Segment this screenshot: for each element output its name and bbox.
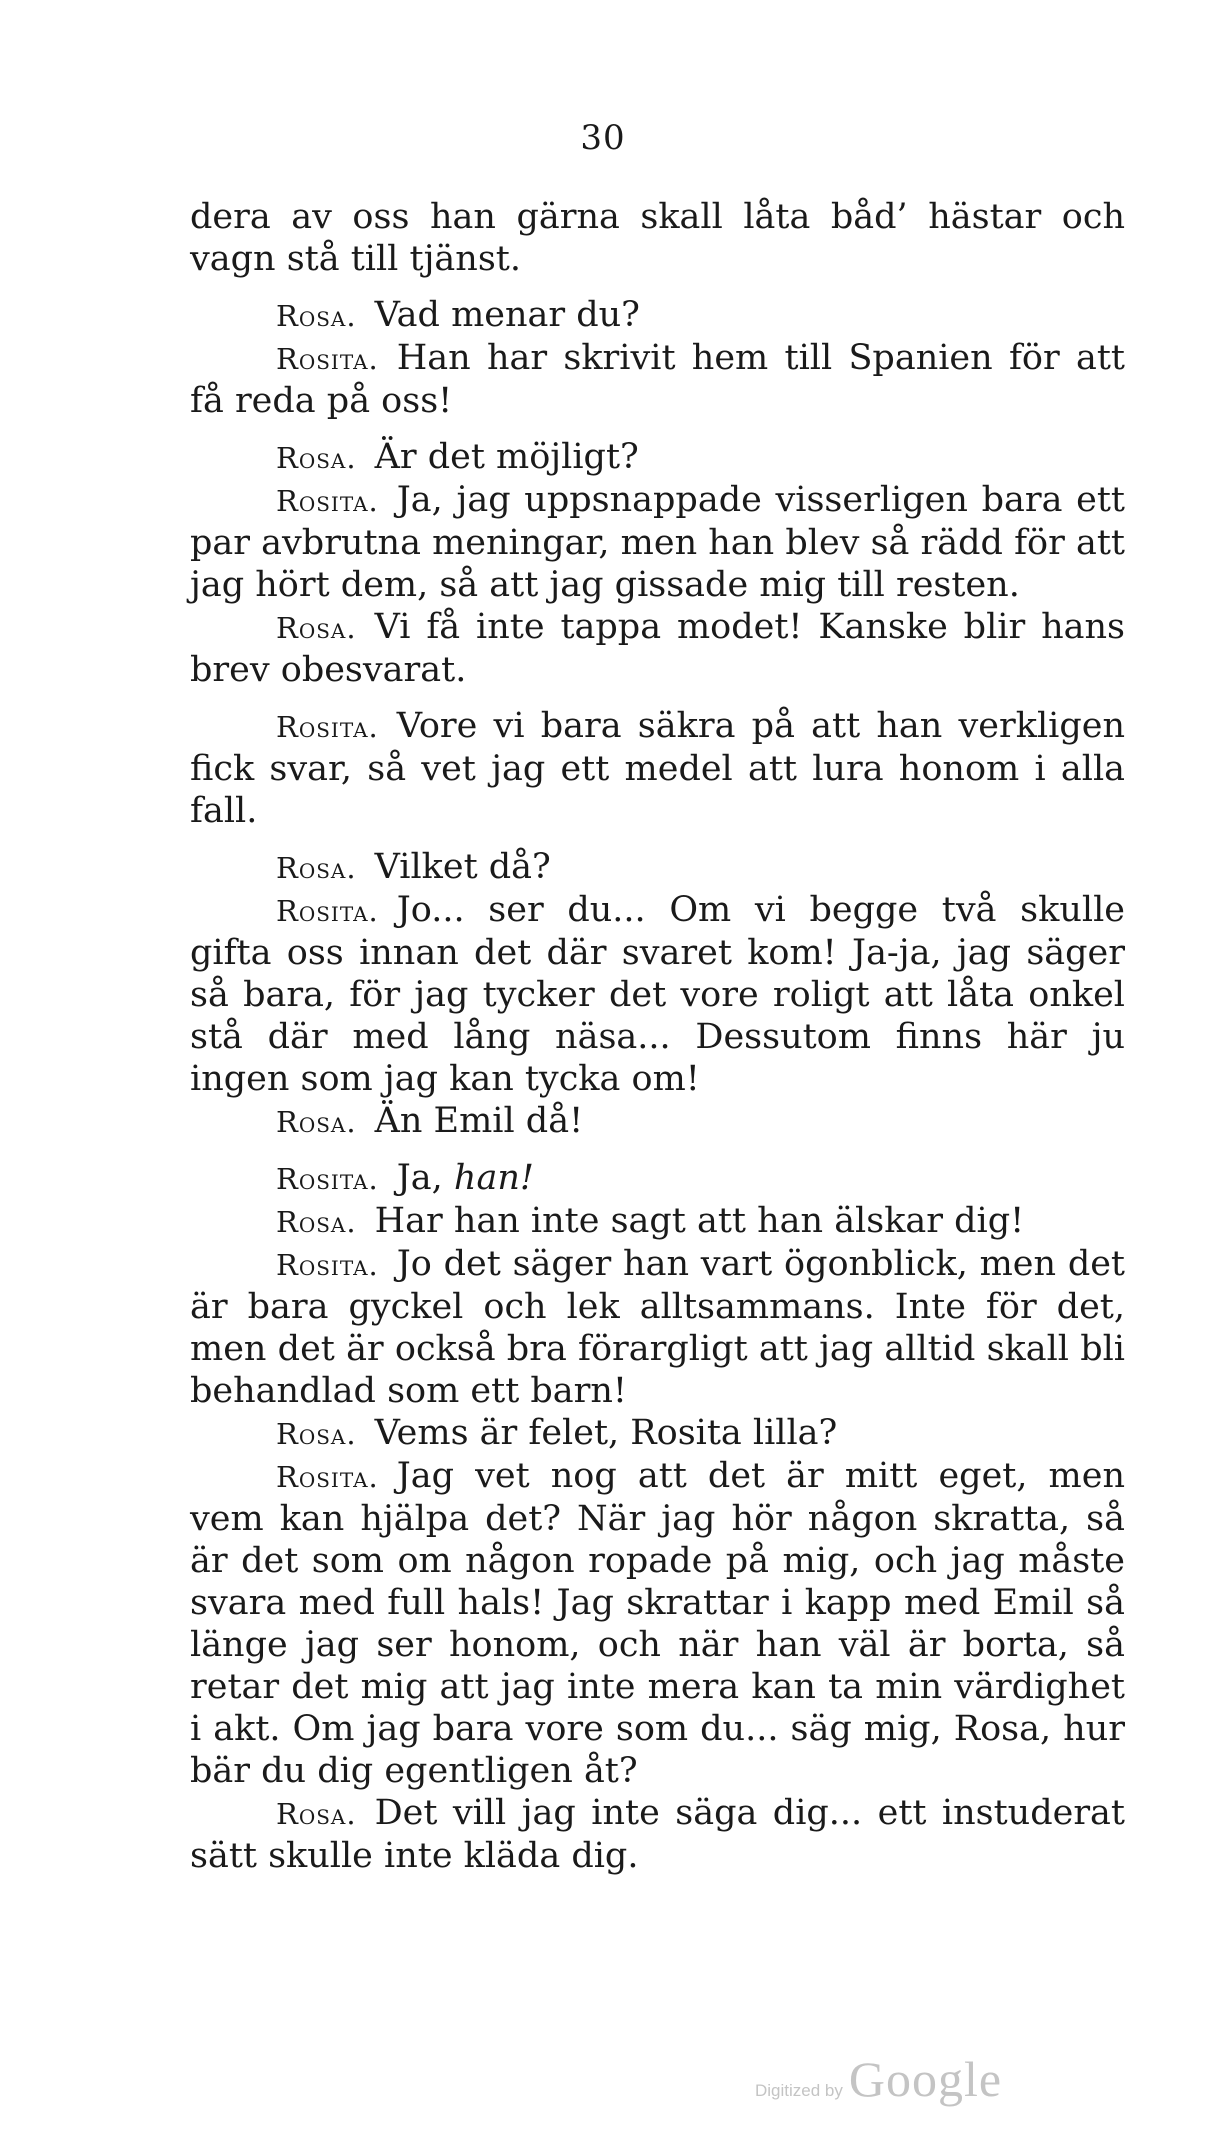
speaker-name: Rosa. (276, 299, 357, 333)
dialogue-line (190, 846, 1125, 889)
speaker-name: Rosa. (276, 441, 357, 475)
line-text: Ja, jag uppsnappade visserligen bara ett par avbrutna meningar, men han blev så rädd för att jag hört dem, så att jag gissade mig till resten. (190, 480, 1125, 605)
line-text: Vi få inte tappa modet! Kanske blir hans brev obesvarat. (190, 607, 1125, 690)
line-text: Har han inte sagt att han älskar dig! (374, 1201, 1025, 1241)
line-text: dera av oss han gärna skall låta båd’ hästar och vagn stå till tjänst. (190, 197, 1125, 279)
line-text: Vilket då? (374, 847, 551, 887)
dialogue-line (190, 889, 1125, 1100)
line-text: Vore vi bara säkra på att han verkligen fick svar, så vet jag ett medel att lura honom i alla fall. (190, 706, 1125, 831)
speaker-name: Rosita. (276, 894, 379, 928)
speaker-name: Rosita. (276, 710, 379, 744)
dialogue-line (190, 1412, 1125, 1455)
line-text: Han har skrivit hem till Spanien för att få reda på oss! (190, 338, 1125, 421)
speaker-name: Rosita. (276, 1248, 379, 1282)
watermark-caption: Digitized by (755, 2081, 843, 2100)
line-text: Vems är felet, Rosita lilla? (374, 1413, 838, 1453)
dialogue-line (190, 294, 1125, 337)
line-text: Jag vet nog att det är mitt eget, men vem kan hjälpa det? När jag hör någon skratta, så är det som om någon ropade på mig, och jag måste svara med full hals! Jag skrattar i kapp med Emil så länge jag ser honom, och när han väl är borta, så retar det mig att jag inte mera kan ta min värdighet i akt. Om jag bara vore som du... säg mig, Rosa, hur bär du dig egentligen åt? (190, 1456, 1125, 1791)
dialogue-line (190, 479, 1125, 606)
speaker-name: Rosa. (276, 1105, 357, 1139)
dialogue-line (190, 1792, 1125, 1877)
dialogue-line (190, 1200, 1125, 1243)
line-text: Vad menar du? (374, 295, 640, 335)
digitized-watermark (755, 2050, 1002, 2108)
speaker-name: Rosa. (276, 1797, 357, 1831)
italic-word: han! (453, 1158, 534, 1198)
page-number: 30 (580, 118, 626, 158)
play-text (190, 196, 1125, 1877)
line-text: Jo det säger han vart ögonblick, men det är bara gyckel och lek alltsammans. Inte för det, men det är också bra förargligt att jag alltid skall bli behandlad som ett barn! (190, 1244, 1125, 1411)
dialogue-line (190, 337, 1125, 422)
line-text: Än Emil då! (374, 1101, 584, 1141)
line-text: Ja, (396, 1158, 443, 1198)
dialogue-line (190, 1243, 1125, 1412)
line-text: Är det möjligt? (374, 437, 639, 477)
speaker-name: Rosita. (276, 342, 379, 376)
line-text: Jo... ser du... Om vi begge två skulle gifta oss innan det där svaret kom! Ja-ja, jag säger så bara, för jag tycker det vore roligt att låta onkel stå där med lång näsa... Dessutom finns här ju ingen som jag kan tycka om! (190, 890, 1125, 1099)
speaker-name: Rosa. (276, 611, 357, 645)
speaker-name: Rosita. (276, 484, 379, 518)
continued-paragraph (190, 196, 1125, 280)
speaker-name: Rosa. (276, 1417, 357, 1451)
speaker-name: Rosita. (276, 1460, 379, 1494)
dialogue-line (190, 1455, 1125, 1792)
dialogue-line (190, 436, 1125, 479)
dialogue-line (190, 606, 1125, 691)
google-logo-text: Google (848, 2051, 1003, 2107)
speaker-name: Rosita. (276, 1162, 379, 1196)
speaker-name: Rosa. (276, 1205, 357, 1239)
dialogue-line (190, 1157, 1125, 1200)
line-text: Det vill jag inte säga dig... ett instuderat sätt skulle inte kläda dig. (190, 1793, 1125, 1876)
dialogue-line (190, 705, 1125, 832)
speaker-name: Rosa. (276, 851, 357, 885)
dialogue-line (190, 1100, 1125, 1143)
